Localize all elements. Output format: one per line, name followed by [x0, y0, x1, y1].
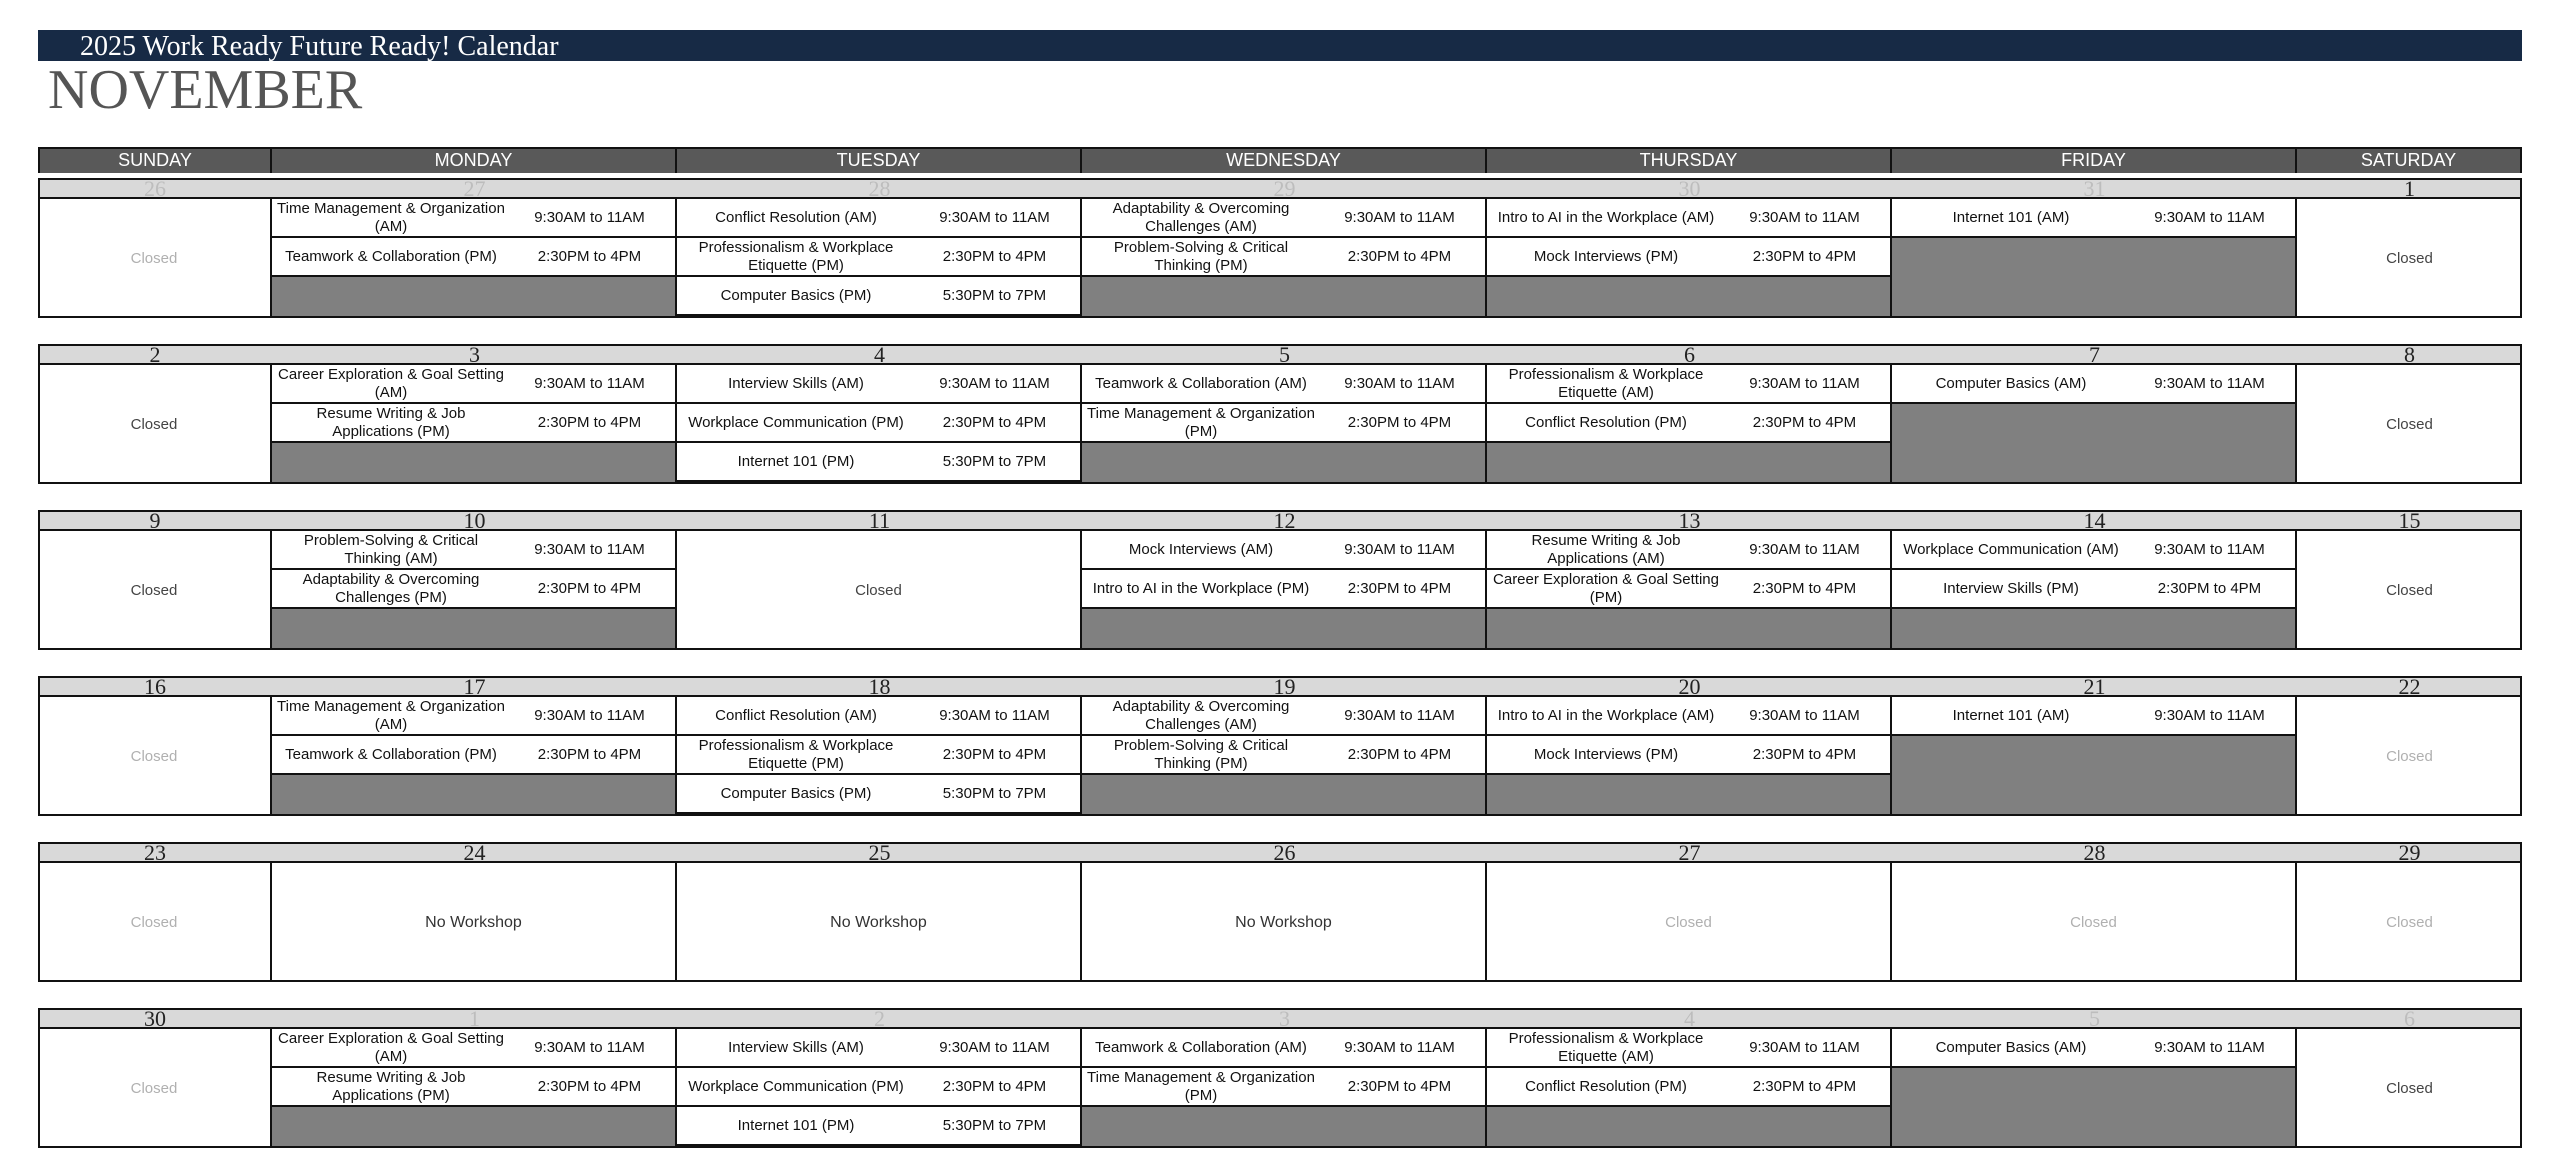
workshop-slot[interactable] [1487, 697, 1890, 736]
empty-slot-filler [1487, 609, 1890, 650]
workshop-slot[interactable] [677, 443, 1080, 482]
workshop-name: Teamwork & Collaboration (PM) [285, 247, 497, 265]
week-row [38, 1008, 2522, 1148]
workshop-time: 5:30PM to 7PM [942, 1117, 1047, 1134]
workshop-time: 2:30PM to 4PM [1752, 1078, 1857, 1095]
date-number: 3 [469, 342, 480, 367]
date-number: 8 [2404, 342, 2415, 367]
workshop-name: Workplace Communication (PM) [688, 1077, 904, 1095]
day-cell[interactable] [272, 531, 677, 650]
day-cell[interactable] [38, 365, 272, 484]
workshop-name: Adaptability & Overcoming Challenges (AM) [1112, 697, 1290, 733]
week-row [38, 676, 2522, 816]
workshop-name: Computer Basics (PM) [720, 784, 872, 802]
weekday-header-sunday: SUNDAY [38, 147, 272, 173]
workshop-slot[interactable] [677, 736, 1080, 775]
workshop-slot[interactable] [1892, 531, 2295, 570]
workshop-slot[interactable] [677, 365, 1080, 404]
workshop-name: Resume Writing & Job Applications (PM) [316, 1068, 466, 1104]
date-number: 1 [2404, 176, 2415, 201]
closed-label: Closed [855, 582, 902, 599]
day-cell[interactable] [1082, 531, 1487, 650]
workshop-name: Problem-Solving & Critical Thinking (PM) [1113, 736, 1289, 772]
workshop-name: Intro to AI in the Workplace (AM) [1497, 706, 1715, 724]
workshop-time: 2:30PM to 4PM [942, 248, 1047, 265]
day-cell[interactable] [2297, 1029, 2522, 1148]
date-number: 6 [1684, 342, 1695, 367]
workshop-slot[interactable] [1082, 365, 1485, 404]
workshop-time: 9:30AM to 11AM [534, 541, 645, 558]
day-cell[interactable] [1892, 531, 2297, 650]
day-cell[interactable] [677, 863, 1082, 982]
workshop-time: 2:30PM to 4PM [942, 414, 1047, 431]
workshop-slot[interactable] [677, 1107, 1080, 1146]
workshop-slot[interactable] [1892, 697, 2295, 736]
workshop-slot[interactable] [1487, 365, 1890, 404]
day-cell[interactable] [1082, 199, 1487, 318]
workshop-time: 2:30PM to 4PM [942, 1078, 1047, 1095]
workshop-slot[interactable] [1487, 404, 1890, 443]
workshop-time: 9:30AM to 11AM [534, 375, 645, 392]
workshop-name: Professionalism & Workplace Etiquette (AM) [1508, 1029, 1704, 1065]
day-cell[interactable] [1487, 1029, 1892, 1148]
workshop-time: 9:30AM to 11AM [1749, 375, 1860, 392]
empty-slot-filler [1487, 775, 1890, 816]
closed-label: Closed [1665, 914, 1712, 931]
date-number: 14 [2083, 508, 2106, 533]
workshop-name: Internet 101 (AM) [1952, 706, 2070, 724]
date-number: 30 [1678, 176, 1701, 201]
empty-slot-filler [1082, 775, 1485, 816]
workshop-time: 9:30AM to 11AM [939, 375, 1050, 392]
workshop-time: 2:30PM to 4PM [1347, 746, 1452, 763]
weekday-header-saturday: SATURDAY [2297, 147, 2522, 173]
workshop-slot[interactable] [1082, 404, 1485, 443]
date-number: 11 [868, 508, 891, 533]
day-cell[interactable] [1892, 365, 2297, 484]
workshop-slot[interactable] [272, 736, 675, 775]
workshop-time: 9:30AM to 11AM [939, 1039, 1050, 1056]
date-number: 3 [1279, 1006, 1290, 1031]
date-number: 4 [1684, 1006, 1695, 1031]
workshop-slot[interactable] [1082, 1068, 1485, 1107]
workshop-slot[interactable] [1892, 1029, 2295, 1068]
workshop-name: Intro to AI in the Workplace (AM) [1497, 208, 1715, 226]
day-cell[interactable] [2297, 531, 2522, 650]
day-cell[interactable] [677, 697, 1082, 816]
empty-slot-filler [677, 316, 1080, 318]
workshop-slot[interactable] [272, 697, 675, 736]
workshop-time: 9:30AM to 11AM [534, 1039, 645, 1056]
closed-label: Closed [2386, 914, 2433, 931]
closed-label: Closed [2386, 1080, 2433, 1097]
workshop-slot[interactable] [1487, 1029, 1890, 1068]
day-cell[interactable] [677, 531, 1082, 650]
day-cell[interactable] [272, 199, 677, 318]
date-number: 27 [1678, 840, 1701, 865]
empty-slot-filler [677, 814, 1080, 816]
date-number: 19 [1273, 674, 1296, 699]
no-workshop-label: No Workshop [830, 913, 927, 931]
workshop-time: 2:30PM to 4PM [942, 746, 1047, 763]
workshop-time: 9:30AM to 11AM [1344, 375, 1455, 392]
workshop-name: Computer Basics (AM) [1935, 1038, 2087, 1056]
workshop-time: 9:30AM to 11AM [2154, 1039, 2265, 1056]
workshop-name: Internet 101 (PM) [737, 1116, 855, 1134]
workshop-time: 9:30AM to 11AM [939, 209, 1050, 226]
day-cell[interactable] [272, 863, 677, 982]
workshop-time: 9:30AM to 11AM [534, 209, 645, 226]
date-number: 29 [1273, 176, 1296, 201]
workshop-name: Career Exploration & Goal Setting (AM) [278, 1029, 504, 1065]
workshop-name: Professionalism & Workplace Etiquette (AM) [1508, 365, 1704, 401]
day-cell[interactable] [1082, 1029, 1487, 1148]
date-number: 18 [868, 674, 891, 699]
workshop-slot[interactable] [272, 404, 675, 443]
day-cell[interactable] [38, 863, 272, 982]
weekday-header-thursday: THURSDAY [1487, 147, 1892, 173]
date-number: 27 [463, 176, 486, 201]
workshop-slot[interactable] [272, 238, 675, 277]
day-cell[interactable] [1487, 531, 1892, 650]
workshop-slot[interactable] [1082, 531, 1485, 570]
day-cell[interactable] [272, 697, 677, 816]
closed-label: Closed [130, 914, 178, 931]
workshop-name: Conflict Resolution (AM) [715, 706, 877, 724]
workshop-slot[interactable] [272, 531, 675, 570]
workshop-time: 2:30PM to 4PM [1752, 580, 1857, 597]
weekday-header-monday: MONDAY [272, 147, 677, 173]
day-cell[interactable] [677, 199, 1082, 318]
workshop-name: Adaptability & Overcoming Challenges (AM) [1112, 199, 1290, 235]
closed-label: Closed [130, 582, 178, 599]
empty-slot-filler [1892, 609, 2295, 650]
day-cell[interactable] [38, 199, 272, 318]
workshop-slot[interactable] [272, 1068, 675, 1107]
workshop-time: 9:30AM to 11AM [1344, 209, 1455, 226]
day-cell[interactable] [38, 1029, 272, 1148]
workshop-name: Professionalism & Workplace Etiquette (PM) [698, 238, 894, 274]
day-cell[interactable] [1892, 1029, 2297, 1148]
empty-slot-filler [1082, 1107, 1485, 1148]
day-cell[interactable] [1082, 697, 1487, 816]
workshop-time: 9:30AM to 11AM [2154, 209, 2265, 226]
workshop-slot[interactable] [677, 775, 1080, 814]
closed-label: Closed [2386, 582, 2433, 599]
workshop-slot[interactable] [1487, 570, 1890, 609]
day-cell[interactable] [1487, 863, 1892, 982]
workshop-name: Adaptability & Overcoming Challenges (PM) [302, 570, 480, 606]
date-number: 2 [149, 342, 161, 367]
workshop-time: 2:30PM to 4PM [1752, 746, 1857, 763]
workshop-name: Resume Writing & Job Applications (PM) [316, 404, 466, 440]
week-row [38, 344, 2522, 484]
week-row [38, 178, 2522, 318]
empty-slot-filler [1487, 1107, 1890, 1148]
workshop-slot[interactable] [1487, 238, 1890, 277]
day-cell[interactable] [1487, 199, 1892, 318]
workshop-time: 5:30PM to 7PM [942, 453, 1047, 470]
weekday-header-tuesday: TUESDAY [677, 147, 1082, 173]
workshop-name: Computer Basics (AM) [1935, 374, 2087, 392]
date-number: 24 [463, 840, 486, 865]
workshop-name: Interview Skills (PM) [1943, 579, 2079, 597]
date-number: 16 [144, 674, 166, 699]
workshop-slot[interactable] [1082, 736, 1485, 775]
date-number: 26 [144, 176, 166, 201]
workshop-name: Time Management & Organization (PM) [1087, 404, 1315, 440]
date-number: 12 [1273, 508, 1296, 533]
workshop-name: Problem-Solving & Critical Thinking (PM) [1113, 238, 1289, 274]
day-cell[interactable] [1487, 365, 1892, 484]
date-number: 1 [469, 1006, 480, 1031]
workshop-name: Workplace Communication (PM) [688, 413, 904, 431]
workshop-time: 5:30PM to 7PM [942, 287, 1047, 304]
workshop-slot[interactable] [677, 1068, 1080, 1107]
date-number: 29 [2398, 840, 2421, 865]
workshop-slot[interactable] [677, 238, 1080, 277]
empty-slot-filler [1487, 443, 1890, 484]
workshop-time: 9:30AM to 11AM [1749, 1039, 1860, 1056]
workshop-name: Conflict Resolution (PM) [1525, 1077, 1687, 1095]
date-number: 20 [1678, 674, 1701, 699]
day-cell[interactable] [2297, 199, 2522, 318]
workshop-time: 9:30AM to 11AM [1749, 541, 1860, 558]
workshop-name: Mock Interviews (PM) [1533, 247, 1679, 265]
day-cell[interactable] [38, 531, 272, 650]
workshop-slot[interactable] [1487, 736, 1890, 775]
workshop-time: 9:30AM to 11AM [1344, 1039, 1455, 1056]
workshop-name: Conflict Resolution (AM) [715, 208, 877, 226]
workshop-slot[interactable] [1487, 531, 1890, 570]
workshop-time: 9:30AM to 11AM [1344, 707, 1455, 724]
day-cell[interactable] [1487, 697, 1892, 816]
workshop-name: Career Exploration & Goal Setting (AM) [278, 365, 504, 401]
workshop-time: 2:30PM to 4PM [1752, 414, 1857, 431]
workshop-slot[interactable] [1082, 1029, 1485, 1068]
workshop-name: Interview Skills (AM) [728, 374, 864, 392]
empty-slot-filler [272, 277, 675, 318]
day-cell[interactable] [677, 1029, 1082, 1148]
workshop-name: Intro to AI in the Workplace (PM) [1092, 579, 1310, 597]
day-cell[interactable] [2297, 365, 2522, 484]
workshop-time: 2:30PM to 4PM [1347, 414, 1452, 431]
date-number: 25 [868, 840, 891, 865]
workshop-slot[interactable] [1082, 570, 1485, 609]
empty-slot-filler [272, 443, 675, 484]
workshop-slot[interactable] [272, 570, 675, 609]
date-number: 26 [1273, 840, 1296, 865]
week-row [38, 510, 2522, 650]
date-number: 15 [2398, 508, 2421, 533]
workshop-time: 9:30AM to 11AM [534, 707, 645, 724]
calendar-banner [38, 30, 2522, 61]
workshop-time: 9:30AM to 11AM [1749, 209, 1860, 226]
workshop-name: Time Management & Organization (AM) [277, 697, 505, 733]
date-number: 5 [1279, 342, 1290, 367]
workshop-slot[interactable] [677, 697, 1080, 736]
date-number: 17 [463, 674, 486, 699]
workshop-time: 9:30AM to 11AM [939, 707, 1050, 724]
workshop-slot[interactable] [1082, 238, 1485, 277]
workshop-slot[interactable] [272, 365, 675, 404]
date-number: 5 [2089, 1006, 2100, 1031]
workshop-time: 9:30AM to 11AM [2154, 375, 2265, 392]
workshop-name: Internet 101 (AM) [1952, 208, 2070, 226]
date-number: 31 [2083, 176, 2106, 201]
workshop-name: Teamwork & Collaboration (AM) [1095, 374, 1307, 392]
day-cell[interactable] [38, 697, 272, 816]
calendar-title: 2025 Work Ready Future Ready! Calendar [80, 31, 559, 62]
day-cell[interactable] [677, 365, 1082, 484]
workshop-name: Resume Writing & Job Applications (AM) [1531, 531, 1681, 567]
closed-label: Closed [2386, 416, 2433, 433]
closed-label: Closed [130, 748, 178, 765]
day-cell[interactable] [1892, 697, 2297, 816]
day-cell[interactable] [2297, 863, 2522, 982]
empty-slot-filler [677, 1146, 1080, 1148]
workshop-name: Interview Skills (AM) [728, 1038, 864, 1056]
date-number: 13 [1678, 508, 1701, 533]
workshop-name: Time Management & Organization (PM) [1087, 1068, 1315, 1104]
day-cell[interactable] [1892, 863, 2297, 982]
workshop-time: 9:30AM to 11AM [2154, 707, 2265, 724]
workshop-slot[interactable] [1082, 199, 1485, 238]
workshop-name: Teamwork & Collaboration (AM) [1095, 1038, 1307, 1056]
workshop-name: Conflict Resolution (PM) [1525, 413, 1687, 431]
date-number: 10 [463, 508, 486, 533]
empty-slot-filler [1892, 238, 2295, 318]
workshop-name: Workplace Communication (AM) [1903, 540, 2119, 558]
empty-slot-filler [272, 1107, 675, 1148]
workshop-time: 2:30PM to 4PM [537, 414, 642, 431]
weekday-header-friday: FRIDAY [1892, 147, 2297, 173]
empty-slot-filler [272, 609, 675, 650]
date-number: 30 [144, 1006, 166, 1031]
empty-slot-filler [272, 775, 675, 816]
date-number: 2 [874, 1006, 885, 1031]
workshop-name: Professionalism & Workplace Etiquette (PM) [698, 736, 894, 772]
workshop-time: 2:30PM to 4PM [1347, 248, 1452, 265]
workshop-time: 9:30AM to 11AM [1749, 707, 1860, 724]
closed-label: Closed [2386, 250, 2433, 267]
workshop-name: Problem-Solving & Critical Thinking (AM) [303, 531, 479, 567]
empty-slot-filler [1082, 609, 1485, 650]
date-number: 28 [868, 176, 891, 201]
weekday-header-wednesday: WEDNESDAY [1082, 147, 1487, 173]
day-cell[interactable] [1892, 199, 2297, 318]
day-cell[interactable] [1082, 365, 1487, 484]
workshop-slot[interactable] [677, 277, 1080, 316]
empty-slot-filler [1082, 443, 1485, 484]
workshop-time: 2:30PM to 4PM [537, 248, 642, 265]
workshop-slot[interactable] [1487, 1068, 1890, 1107]
workshop-time: 5:30PM to 7PM [942, 785, 1047, 802]
workshop-name: Time Management & Organization (AM) [277, 199, 505, 235]
workshop-slot[interactable] [272, 199, 675, 238]
workshop-slot[interactable] [272, 1029, 675, 1068]
workshop-time: 2:30PM to 4PM [537, 580, 642, 597]
workshop-slot[interactable] [677, 404, 1080, 443]
workshop-time: 2:30PM to 4PM [1752, 248, 1857, 265]
closed-label: Closed [2070, 914, 2117, 931]
date-number: 4 [874, 342, 885, 367]
date-number: 9 [149, 508, 161, 533]
workshop-name: Teamwork & Collaboration (PM) [285, 745, 497, 763]
empty-slot-filler [1487, 277, 1890, 318]
day-cell[interactable] [272, 365, 677, 484]
workshop-time: 2:30PM to 4PM [1347, 580, 1452, 597]
workshop-time: 2:30PM to 4PM [1347, 1078, 1452, 1095]
empty-slot-filler [1892, 736, 2295, 816]
workshop-name: Computer Basics (PM) [720, 286, 872, 304]
day-cell[interactable] [1082, 863, 1487, 982]
empty-slot-filler [677, 482, 1080, 484]
day-cell[interactable] [272, 1029, 677, 1148]
empty-slot-filler [1892, 404, 2295, 484]
closed-label: Closed [2386, 748, 2433, 765]
workshop-time: 9:30AM to 11AM [1344, 541, 1455, 558]
date-number: 6 [2404, 1006, 2415, 1031]
date-number: 7 [2089, 342, 2100, 367]
day-cell[interactable] [2297, 697, 2522, 816]
workshop-time: 9:30AM to 11AM [2154, 541, 2265, 558]
workshop-slot[interactable] [1892, 365, 2295, 404]
date-number: 23 [144, 840, 166, 865]
workshop-time: 2:30PM to 4PM [2157, 580, 2262, 597]
closed-label: Closed [130, 250, 178, 267]
workshop-time: 2:30PM to 4PM [537, 746, 642, 763]
month-title: NOVEMBER [48, 59, 363, 121]
workshop-name: Career Exploration & Goal Setting (PM) [1493, 570, 1719, 606]
closed-label: Closed [130, 416, 178, 433]
date-number: 21 [2083, 674, 2106, 699]
workshop-slot[interactable] [677, 1029, 1080, 1068]
workshop-slot[interactable] [1082, 697, 1485, 736]
no-workshop-label: No Workshop [425, 913, 522, 931]
closed-label: Closed [130, 1080, 178, 1097]
empty-slot-filler [1892, 1068, 2295, 1148]
workshop-slot[interactable] [1892, 570, 2295, 609]
workshop-slot[interactable] [1892, 199, 2295, 238]
date-number: 28 [2083, 840, 2106, 865]
week-row [38, 842, 2522, 982]
workshop-name: Mock Interviews (PM) [1533, 745, 1679, 763]
workshop-slot[interactable] [677, 199, 1080, 238]
workshop-name: Mock Interviews (AM) [1128, 540, 1274, 558]
no-workshop-label: No Workshop [1235, 913, 1332, 931]
workshop-name: Internet 101 (PM) [737, 452, 855, 470]
workshop-slot[interactable] [1487, 199, 1890, 238]
empty-slot-filler [1082, 277, 1485, 318]
date-number: 22 [2398, 674, 2421, 699]
workshop-time: 2:30PM to 4PM [537, 1078, 642, 1095]
